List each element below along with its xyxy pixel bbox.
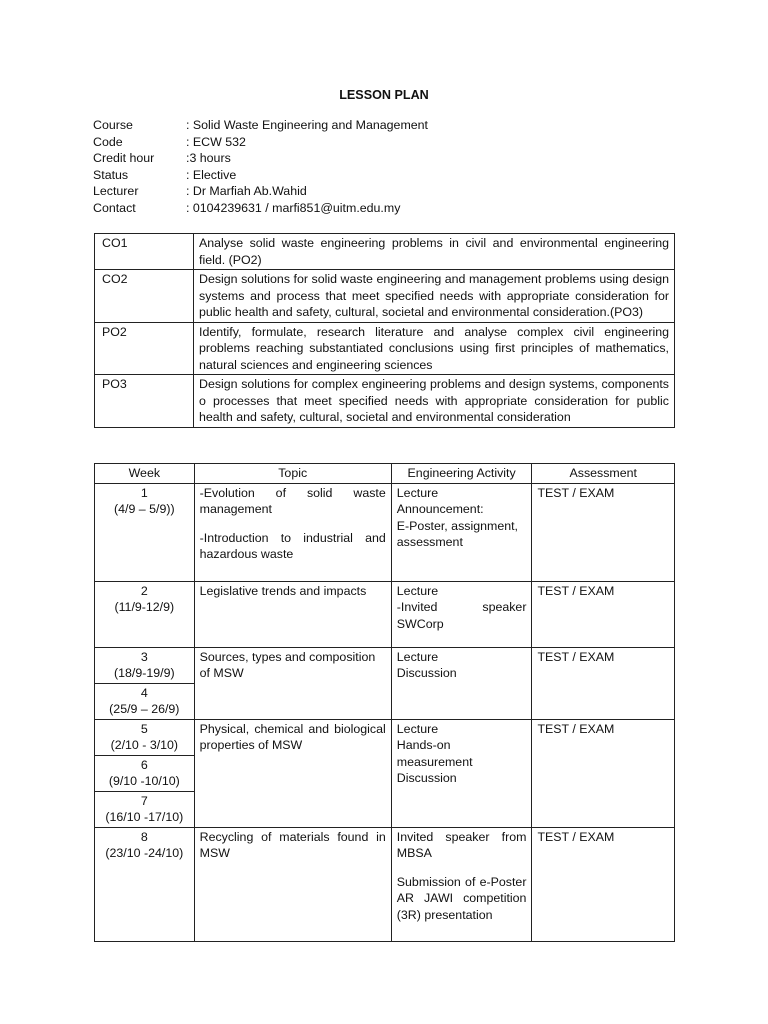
outcome-code: PO3 xyxy=(95,375,194,428)
info-value: : Dr Marfiah Ab.Wahid xyxy=(186,184,307,198)
schedule-row xyxy=(95,827,675,941)
week-cell xyxy=(95,581,195,647)
week-number: 7 xyxy=(140,793,148,808)
info-label: Course xyxy=(93,118,133,132)
outcome-code: CO2 xyxy=(95,270,194,323)
info-value: : 0104239631 / marfi851@uitm.edu.my xyxy=(186,200,401,215)
activity-text: Lecture xyxy=(396,485,439,500)
schedule-row xyxy=(95,483,675,581)
topic-text: -Introduction to industrial and hazardous waste xyxy=(199,530,386,561)
activity-text: -Invited speaker SWCorp xyxy=(396,600,527,631)
topic-cell: Legislative trends and impacts xyxy=(194,581,391,647)
activity-cell xyxy=(391,647,532,719)
assessment-cell: TEST / EXAM xyxy=(532,719,675,827)
schedule-row xyxy=(95,581,675,647)
schedule-table xyxy=(94,463,675,942)
assessment-cell: TEST / EXAM xyxy=(532,647,675,719)
topic-text: -Evolution of solid waste management xyxy=(199,485,386,516)
info-value: : Elective xyxy=(186,167,237,182)
outcomes-table xyxy=(94,233,675,428)
week-number: 1 xyxy=(140,485,148,500)
topic-cell xyxy=(194,483,391,581)
schedule-row xyxy=(95,647,675,683)
week-number: 6 xyxy=(140,757,148,772)
activity-text: E-Poster, assignment, assessment xyxy=(396,518,518,549)
info-label: Code xyxy=(93,134,123,149)
week-cell xyxy=(95,791,195,827)
week-dates: (11/9-12/9) xyxy=(114,600,175,614)
activity-cell xyxy=(391,581,532,647)
assessment-cell: TEST / EXAM xyxy=(532,827,675,941)
outcome-row xyxy=(95,270,675,323)
activity-text: Submission of e-Poster AR JAWI competition (3R) presentation xyxy=(396,874,527,922)
activity-text: Hands-on measurement xyxy=(396,738,473,769)
outcome-text: Design solutions for complex engineering problems and design systems, components o processes that meet specified needs with appropriate consideration for public health and safety, cultural, societal and environmental consideration xyxy=(194,375,675,428)
outcome-text: Identify, formulate, research literature and analyse complex civil engineering problems reaching substantiated conclusions using first principles of mathematics, natural sciences and engineering sciences xyxy=(194,322,675,375)
week-dates: (9/10 -10/10) xyxy=(108,774,180,788)
week-dates: (23/10 -24/10) xyxy=(105,846,184,860)
outcome-row xyxy=(95,322,675,375)
activity-text: Lecture xyxy=(396,649,439,664)
info-label: Status xyxy=(93,167,129,182)
activity-text: Lecture xyxy=(396,583,439,598)
activity-text: Announcement: xyxy=(396,502,484,516)
outcome-text: Design solutions for solid waste engineering and management problems using design systems and process that meet specified needs with appropriate consideration for public health and safety, cultural, societal and environmental consideration.(PO3) xyxy=(194,270,675,323)
outcome-code: PO2 xyxy=(95,322,194,375)
outcome-row xyxy=(95,375,675,428)
outcome-code: CO1 xyxy=(95,234,194,270)
activity-cell xyxy=(391,827,532,941)
week-cell xyxy=(95,647,195,683)
activity-text: Discussion xyxy=(396,666,457,680)
header-activity: Engineering Activity xyxy=(391,464,532,484)
info-value: : ECW 532 xyxy=(186,134,246,149)
course-info xyxy=(93,118,653,217)
week-dates: (16/10 -17/10) xyxy=(105,810,184,824)
assessment-cell: TEST / EXAM xyxy=(532,483,675,581)
topic-cell: Physical, chemical and biological properties of MSW xyxy=(194,719,391,827)
week-cell xyxy=(95,719,195,755)
outcome-row xyxy=(95,234,675,270)
info-label: Credit hour xyxy=(93,151,155,165)
topic-cell: Recycling of materials found in MSW xyxy=(194,827,391,941)
week-cell xyxy=(95,683,195,719)
header-topic: Topic xyxy=(194,464,391,484)
info-label: Contact xyxy=(93,200,136,215)
activity-text: Invited speaker from MBSA xyxy=(396,829,527,860)
info-label: Lecturer xyxy=(93,184,139,198)
week-number: 5 xyxy=(140,721,148,736)
week-dates: (25/9 – 26/9) xyxy=(109,702,180,716)
week-cell xyxy=(95,483,195,581)
week-number: 8 xyxy=(140,829,148,844)
activity-text: Lecture xyxy=(396,721,439,736)
page-title: LESSON PLAN xyxy=(339,88,429,102)
assessment-cell: TEST / EXAM xyxy=(532,581,675,647)
info-value: : Solid Waste Engineering and Management xyxy=(186,118,428,132)
activity-cell xyxy=(391,483,532,581)
schedule-row xyxy=(95,719,675,755)
info-value: :3 hours xyxy=(186,151,231,165)
outcome-text: Analyse solid waste engineering problems in civil and environmental engineering field. (PO2) xyxy=(194,234,675,270)
week-dates: (18/9-19/9) xyxy=(114,666,175,680)
topic-cell: Sources, types and composition of MSW xyxy=(194,647,391,719)
week-dates: (4/9 – 5/9)) xyxy=(114,502,175,516)
activity-text: Discussion xyxy=(396,771,457,785)
week-number: 2 xyxy=(140,583,148,598)
week-number: 4 xyxy=(140,685,148,700)
week-cell xyxy=(95,827,195,941)
header-assessment: Assessment xyxy=(532,464,675,484)
week-cell xyxy=(95,755,195,791)
week-number: 3 xyxy=(140,649,148,664)
header-week: Week xyxy=(95,464,195,484)
schedule-header-row xyxy=(95,464,675,484)
activity-cell xyxy=(391,719,532,827)
week-dates: (2/10 - 3/10) xyxy=(110,738,179,752)
